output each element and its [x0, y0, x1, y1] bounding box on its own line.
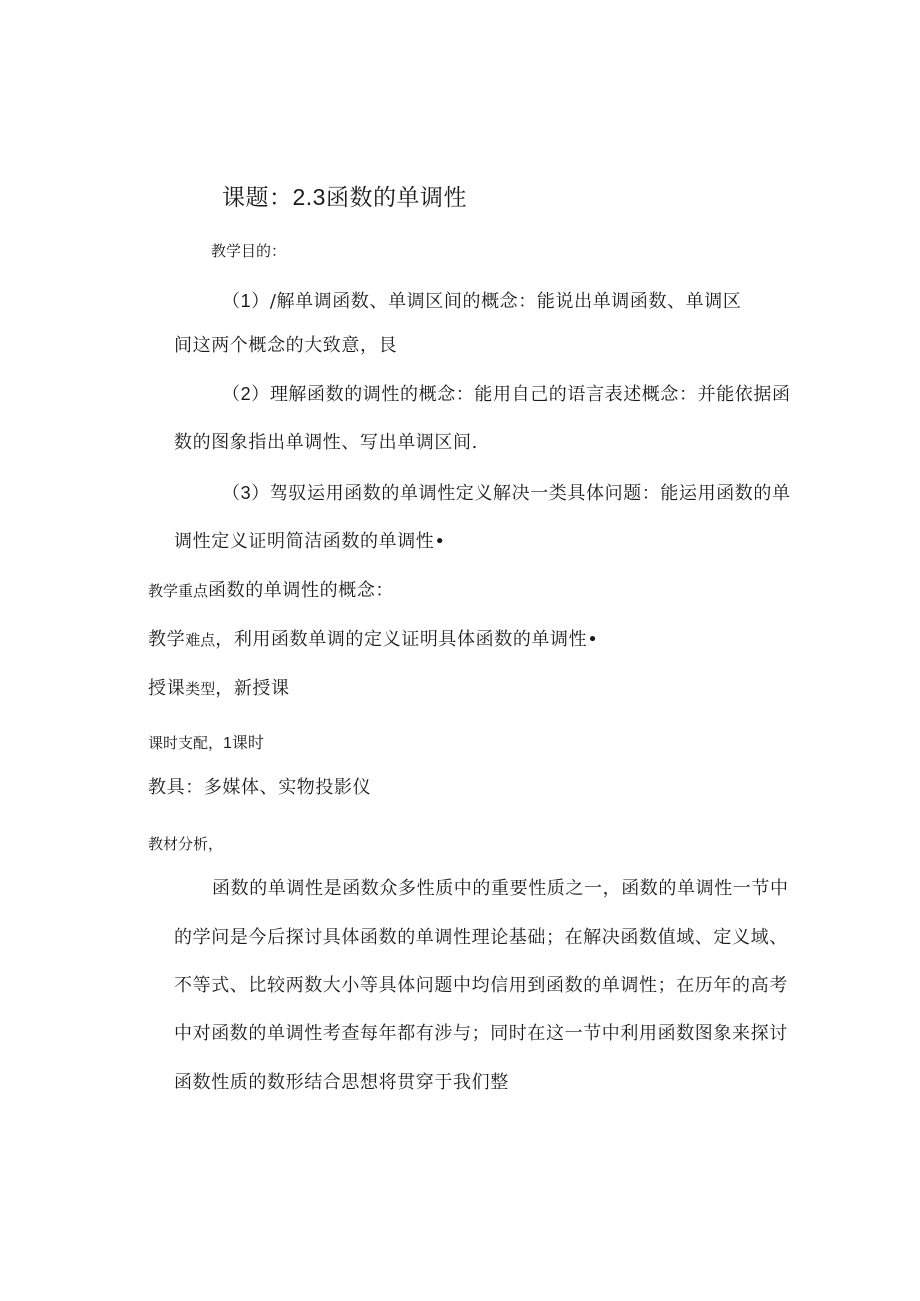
hours-text: 1课时 [223, 735, 264, 752]
title-prefix: 课题： [222, 185, 293, 211]
key-point-text: 函数的单调性的概念： [208, 580, 395, 601]
objective-2-text-1: 理解函数的调性的概念：能用自己的语言表述概念：并能依据函 [269, 384, 791, 405]
difficulty-label-a: 教学 [148, 629, 186, 650]
objective-2-line-2: 数的图象指出单调性、写出单调区间. [174, 432, 478, 453]
key-point-label: 教学重点 [148, 583, 209, 600]
analysis-line-2: 的学问是今后探讨具体函数的单调性理论基础；在解决函数值域、定义域、 [174, 927, 788, 948]
objective-1-marker: （1） [222, 291, 270, 311]
title-name: 函数的单调性 [325, 185, 467, 211]
key-point-row [148, 582, 394, 600]
lesson-type-row [148, 680, 290, 698]
objective-3-line-1 [222, 484, 791, 503]
objective-1-line-1 [222, 292, 741, 311]
difficulty-row [148, 631, 598, 649]
difficulty-text: ，利用函数单调的定义证明具体函数的单调性• [215, 629, 599, 650]
lesson-type-label-b: 类型 [185, 681, 216, 698]
objective-2-line-1 [222, 385, 791, 404]
objective-1-text-1: /解单调函数、单调区间的概念：能说出单调函数、单调区 [269, 291, 742, 312]
objective-1-line-2: 间这两个概念的大致意，艮 [174, 335, 398, 356]
hours-row [148, 735, 264, 752]
analysis-heading: 教材分析， [148, 836, 224, 853]
hours-label: 课时支配， [148, 735, 224, 752]
lesson-type-text: ，新授课 [215, 678, 290, 699]
title-number: 2.3 [292, 184, 326, 210]
tools-label: 教具： [148, 777, 204, 798]
objective-3-text-1: 驾驭运用函数的单调性定义解决一类具体问题：能运用函数的单 [269, 483, 791, 504]
difficulty-label-b: 难点 [185, 632, 216, 649]
analysis-line-3: 不等式、比较两数大小等具体问题中均信用到函数的单调性；在历年的高考 [174, 975, 788, 996]
tools-row [148, 779, 371, 797]
objective-2-marker: （2） [222, 384, 270, 404]
analysis-line-4: 中对函数的单调性考查每年都有涉与；同时在这一节中利用函数图象来探讨 [174, 1023, 788, 1044]
objectives-heading: 教学目的： [211, 243, 287, 260]
analysis-line-1: 函数的单调性是函数众多性质中的重要性质之一，函数的单调性一节中 [212, 878, 789, 899]
objective-3-marker: （3） [222, 483, 270, 503]
page-title [222, 186, 467, 210]
tools-text: 多媒体、实物投影仪 [203, 777, 372, 798]
analysis-line-5: 函数性质的数形结合思想将贯穿于我们整 [174, 1072, 509, 1093]
lesson-type-label-a: 授课 [148, 678, 186, 699]
objective-3-line-2: 调性定义证明简洁函数的单调性• [174, 531, 446, 552]
